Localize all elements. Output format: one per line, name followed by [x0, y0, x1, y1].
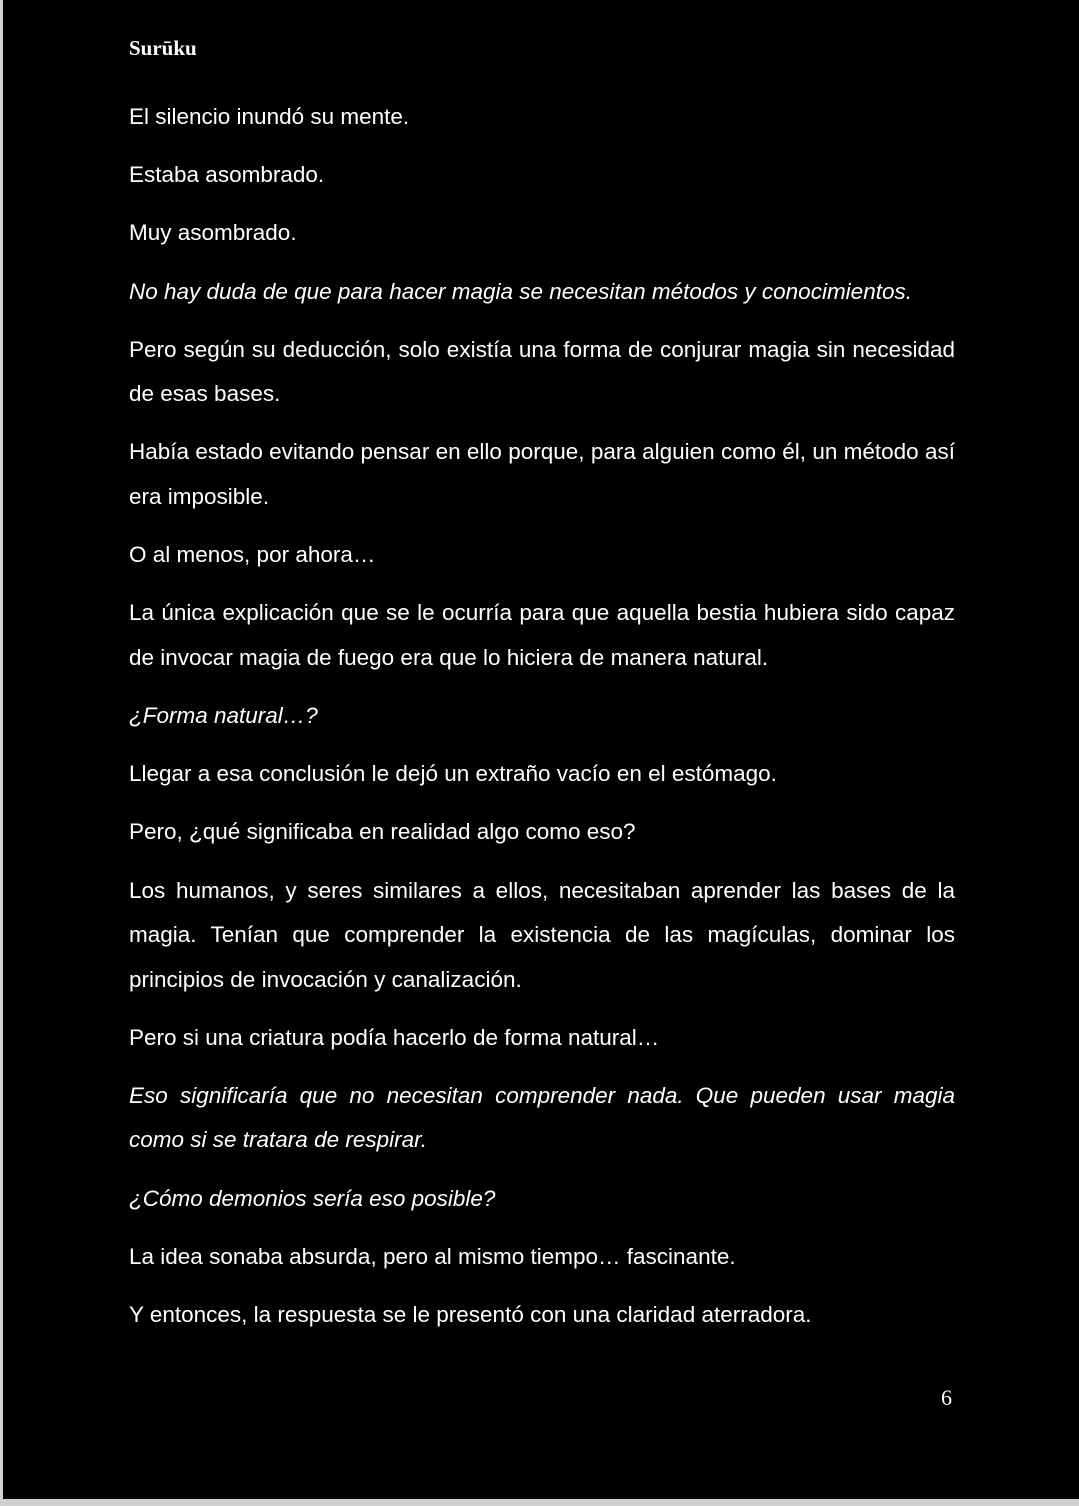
paragraph: Muy asombrado.: [129, 220, 297, 246]
paragraph: Había estado evitando pensar en ello porque, para alguien como él, un método así era imposible.: [129, 439, 955, 509]
paragraph: Pero según su deducción, solo existía una forma de conjurar magia sin necesidad de esas bases.: [129, 336, 955, 407]
document-page: [3, 0, 1079, 1499]
page-body: [129, 95, 955, 1351]
paragraph: Pero si una criatura podía hacerlo de forma natural…: [129, 1024, 660, 1050]
paragraph: El silencio inundó su mente.: [129, 104, 410, 129]
paragraph: Y entonces, la respuesta se le presentó con una claridad aterradora.: [129, 1302, 812, 1327]
paragraph: Los humanos, y seres similares a ellos, necesitaban aprender las bases de la magia. Tenían que comprender la existencia de las magículas, dominar los principios de invocación y canalización.: [129, 877, 955, 992]
paragraph-italic: ¿Forma natural…?: [129, 703, 318, 728]
paragraph: La idea sonaba absurda, pero al mismo tiempo… fascinante.: [129, 1243, 736, 1269]
paragraph-italic: Eso significaría que no necesitan comprender nada. Que pueden usar magia como si se tratara de respirar.: [129, 1082, 955, 1153]
paragraph: Pero, ¿qué significaba en realidad algo como eso?: [129, 819, 636, 845]
paragraph: O al menos, por ahora…: [129, 542, 376, 568]
paragraph: La única explicación que se le ocurría para que aquella bestia hubiera sido capaz de invocar magia de fuego era que lo hiciera de manera natural.: [129, 600, 955, 670]
paragraph: Llegar a esa conclusión le dejó un extraño vacío en el estómago.: [129, 761, 777, 787]
paragraph-italic: ¿Cómo demonios sería eso posible?: [129, 1185, 496, 1211]
running-header-title: Surūku: [129, 36, 197, 60]
paragraph-italic: No hay duda de que para hacer magia se necesitan métodos y conocimientos.: [129, 278, 912, 304]
page-number: 6: [941, 1385, 952, 1410]
paragraph: Estaba asombrado.: [129, 162, 325, 188]
